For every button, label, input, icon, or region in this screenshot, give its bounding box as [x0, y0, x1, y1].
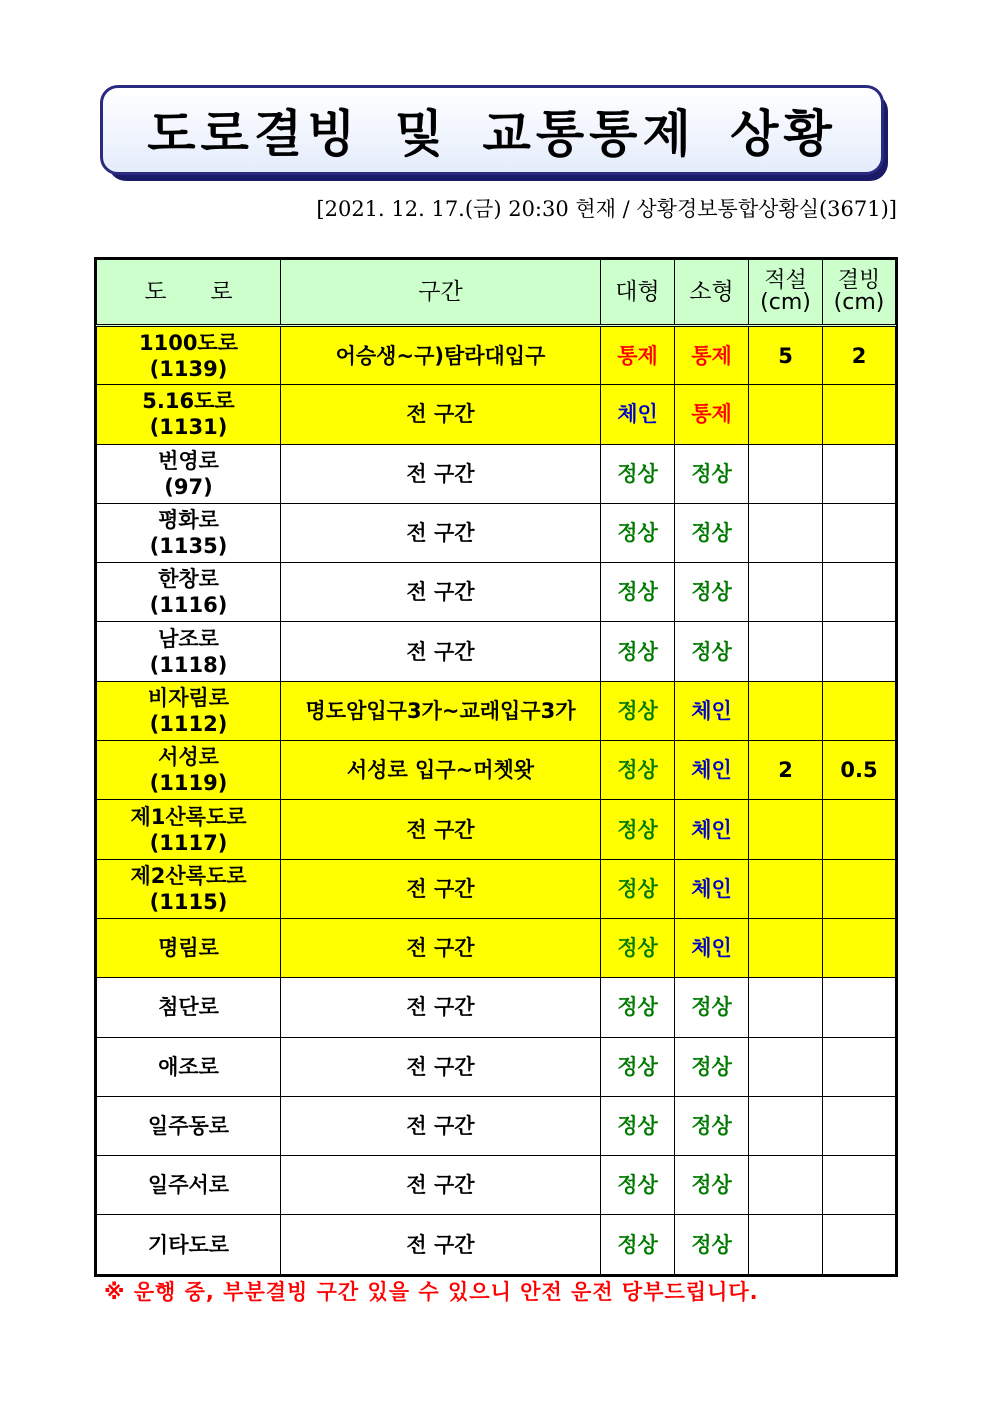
header-snow	[749, 260, 823, 326]
ice-thickness-cell	[823, 859, 896, 918]
snow-depth-cell	[749, 1096, 823, 1155]
table-row	[97, 385, 896, 444]
header-ice-label: 결빙	[837, 268, 881, 293]
road-cell	[97, 741, 281, 800]
snow-depth-cell	[749, 444, 823, 503]
table-row	[97, 1096, 896, 1155]
ice-thickness-cell	[823, 918, 896, 977]
road-route-number: (1118)	[149, 652, 228, 677]
section-cell: 전 구간	[281, 1156, 601, 1215]
road-cell	[97, 918, 281, 977]
snow-depth-cell	[749, 918, 823, 977]
road-name: 한창로	[158, 567, 219, 592]
table-row	[97, 563, 896, 622]
road-name: 1100도로	[138, 330, 239, 355]
large-vehicle-status: 체인	[601, 385, 675, 444]
road-name: 서성로	[158, 745, 219, 770]
small-vehicle-status: 정상	[675, 1096, 749, 1155]
table-row	[97, 1215, 896, 1274]
ice-thickness-cell	[823, 681, 896, 740]
small-vehicle-status: 정상	[675, 622, 749, 681]
road-name: 평화로	[158, 508, 219, 533]
small-vehicle-status: 정상	[675, 1037, 749, 1096]
section-cell: 전 구간	[281, 978, 601, 1037]
road-cell	[97, 1037, 281, 1096]
road-name: 남조로	[158, 626, 219, 651]
section-cell: 전 구간	[281, 503, 601, 562]
small-vehicle-status: 체인	[675, 859, 749, 918]
road-route-number: (1131)	[149, 415, 228, 440]
large-vehicle-status: 정상	[601, 1037, 675, 1096]
road-cell	[97, 444, 281, 503]
large-vehicle-status: 정상	[601, 503, 675, 562]
small-vehicle-status: 정상	[675, 978, 749, 1037]
section-cell: 전 구간	[281, 859, 601, 918]
snow-depth-cell	[749, 1037, 823, 1096]
title-banner	[100, 85, 890, 183]
snow-depth-cell	[749, 622, 823, 681]
ice-thickness-cell	[823, 444, 896, 503]
section-cell: 전 구간	[281, 563, 601, 622]
header-small: 소형	[675, 260, 749, 326]
large-vehicle-status: 정상	[601, 444, 675, 503]
ice-thickness-cell: 2	[823, 326, 896, 385]
snow-depth-cell	[749, 681, 823, 740]
road-name: 제2산록도로	[130, 863, 247, 888]
road-cell	[97, 503, 281, 562]
road-cell	[97, 622, 281, 681]
road-route-number: (1119)	[149, 771, 228, 796]
ice-thickness-cell	[823, 978, 896, 1037]
road-cell	[97, 800, 281, 859]
road-cell	[97, 1156, 281, 1215]
ice-thickness-cell	[823, 622, 896, 681]
road-name: 5.16도로	[142, 389, 235, 414]
section-cell: 서성로 입구~머쳇왓	[281, 741, 601, 800]
table-row	[97, 326, 896, 385]
header-road: 도 로	[97, 260, 281, 326]
small-vehicle-status: 정상	[675, 563, 749, 622]
small-vehicle-status: 체인	[675, 741, 749, 800]
section-cell: 전 구간	[281, 622, 601, 681]
section-cell: 전 구간	[281, 918, 601, 977]
road-route-number: (1116)	[149, 593, 228, 618]
snow-depth-cell	[749, 800, 823, 859]
road-cell	[97, 1215, 281, 1274]
large-vehicle-status: 정상	[601, 1215, 675, 1274]
road-name: 번영로	[158, 448, 219, 473]
road-name: 첨단로	[158, 995, 219, 1020]
header-snow-unit: (cm)	[760, 290, 811, 315]
section-cell: 전 구간	[281, 800, 601, 859]
header-ice	[823, 260, 896, 326]
small-vehicle-status: 정상	[675, 503, 749, 562]
table-row	[97, 741, 896, 800]
road-name: 명림로	[158, 936, 219, 961]
small-vehicle-status: 통제	[675, 385, 749, 444]
large-vehicle-status: 정상	[601, 978, 675, 1037]
road-route-number: (1117)	[149, 830, 228, 855]
large-vehicle-status: 정상	[601, 918, 675, 977]
road-cell	[97, 1096, 281, 1155]
road-cell	[97, 385, 281, 444]
small-vehicle-status: 통제	[675, 326, 749, 385]
title-box	[100, 85, 884, 175]
table-row	[97, 1037, 896, 1096]
small-vehicle-status: 체인	[675, 918, 749, 977]
snow-depth-cell	[749, 385, 823, 444]
large-vehicle-status: 정상	[601, 563, 675, 622]
table-header-row	[97, 260, 896, 326]
small-vehicle-status: 체인	[675, 800, 749, 859]
small-vehicle-status: 정상	[675, 1156, 749, 1215]
large-vehicle-status: 정상	[601, 622, 675, 681]
ice-thickness-cell	[823, 385, 896, 444]
section-cell: 전 구간	[281, 1037, 601, 1096]
report-timestamp: [2021. 12. 17.(금) 20:30 현재 / 상황경보통합상황실(3671)]	[316, 197, 897, 221]
road-name: 비자림로	[147, 685, 230, 710]
road-name: 일주서로	[147, 1173, 230, 1198]
ice-thickness-cell	[823, 1215, 896, 1274]
road-cell	[97, 681, 281, 740]
road-cell	[97, 326, 281, 385]
road-cell	[97, 859, 281, 918]
table-row	[97, 1156, 896, 1215]
header-section: 구간	[281, 260, 601, 326]
snow-depth-cell: 2	[749, 741, 823, 800]
table-row	[97, 622, 896, 681]
road-name: 제1산록도로	[130, 804, 247, 829]
table-row	[97, 859, 896, 918]
small-vehicle-status: 정상	[675, 1215, 749, 1274]
large-vehicle-status: 정상	[601, 859, 675, 918]
table-row	[97, 918, 896, 977]
section-cell: 전 구간	[281, 385, 601, 444]
road-name: 일주동로	[147, 1114, 230, 1138]
road-route-number: (1135)	[149, 534, 228, 559]
page-title: 도로결빙 및 교통통제 상황	[147, 105, 837, 163]
small-vehicle-status: 체인	[675, 681, 749, 740]
snow-depth-cell	[749, 978, 823, 1037]
road-name: 애조로	[158, 1054, 219, 1079]
table-row	[97, 800, 896, 859]
large-vehicle-status: 통제	[601, 326, 675, 385]
table-row	[97, 503, 896, 562]
ice-thickness-cell	[823, 503, 896, 562]
section-cell: 명도암입구3가~교래입구3가	[281, 681, 601, 740]
large-vehicle-status: 정상	[601, 1096, 675, 1155]
header-ice-unit: (cm)	[833, 290, 885, 315]
section-cell: 전 구간	[281, 1096, 601, 1155]
table-row	[97, 444, 896, 503]
section-cell: 전 구간	[281, 444, 601, 503]
snow-depth-cell	[749, 503, 823, 562]
road-cell	[97, 563, 281, 622]
snow-depth-cell: 5	[749, 326, 823, 385]
road-route-number: (1139)	[149, 356, 228, 381]
road-cell	[97, 978, 281, 1037]
header-large: 대형	[601, 260, 675, 326]
header-snow-label: 적설	[764, 268, 807, 293]
road-name: 기타도로	[147, 1232, 230, 1257]
snow-depth-cell	[749, 563, 823, 622]
large-vehicle-status: 정상	[601, 681, 675, 740]
section-cell: 전 구간	[281, 1215, 601, 1274]
road-route-number: (1115)	[149, 889, 228, 914]
road-route-number: (97)	[164, 474, 213, 499]
ice-thickness-cell	[823, 1096, 896, 1155]
table-row	[97, 681, 896, 740]
small-vehicle-status: 정상	[675, 444, 749, 503]
road-status-table	[96, 259, 896, 1275]
large-vehicle-status: 정상	[601, 800, 675, 859]
snow-depth-cell	[749, 1156, 823, 1215]
ice-thickness-cell: 0.5	[823, 741, 896, 800]
snow-depth-cell	[749, 859, 823, 918]
ice-thickness-cell	[823, 800, 896, 859]
safety-note: ※ 운행 중, 부분결빙 구간 있을 수 있으니 안전 운전 당부드립니다.	[104, 1280, 759, 1304]
ice-thickness-cell	[823, 563, 896, 622]
large-vehicle-status: 정상	[601, 741, 675, 800]
section-cell: 어승생~구)탐라대입구	[281, 326, 601, 385]
ice-thickness-cell	[823, 1037, 896, 1096]
table-row	[97, 978, 896, 1037]
ice-thickness-cell	[823, 1156, 896, 1215]
road-route-number: (1112)	[149, 711, 228, 736]
snow-depth-cell	[749, 1215, 823, 1274]
large-vehicle-status: 정상	[601, 1156, 675, 1215]
